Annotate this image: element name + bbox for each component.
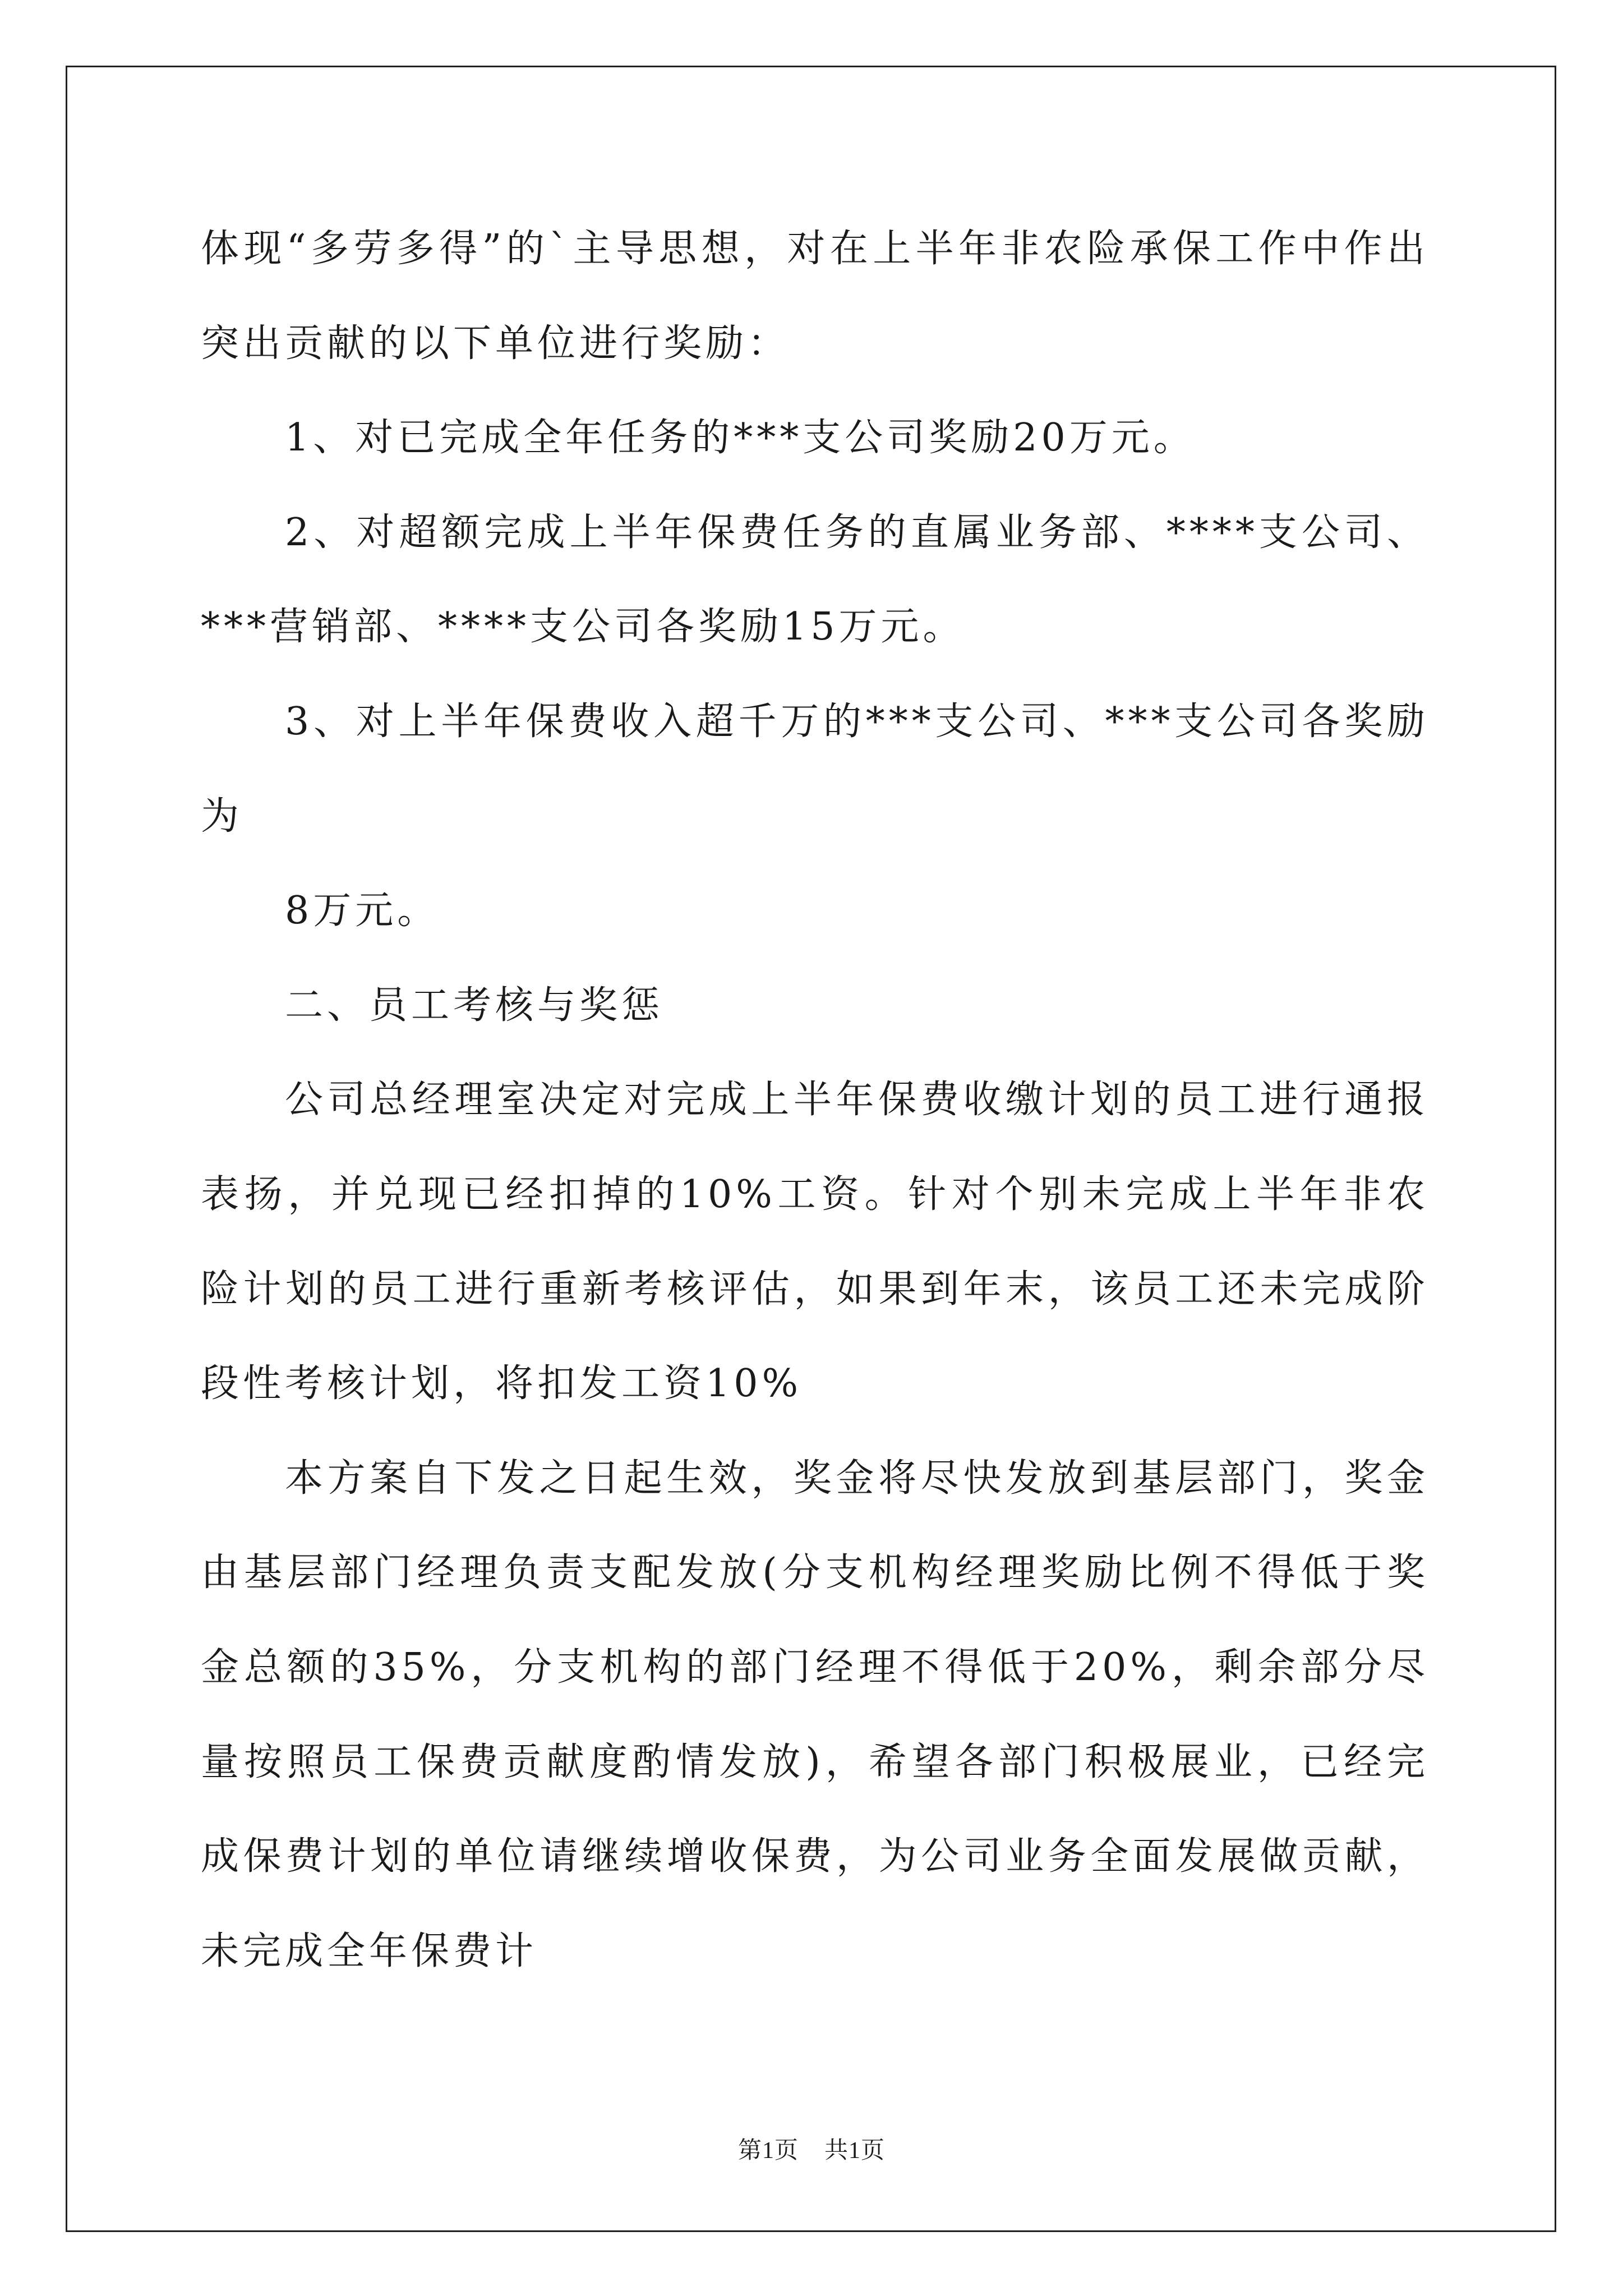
paragraph-reward-item-3-amount: 8万元。	[285, 889, 440, 933]
page-footer	[0, 2134, 1623, 2168]
page-total: 共1页	[824, 2138, 886, 2164]
page-number: 第1页	[737, 2138, 799, 2164]
section-heading-staff-assessment: 二、员工考核与奖惩	[285, 983, 664, 1028]
paragraph-effective-date: 本方案自下发之日起生效，奖金将尽快发放到基层部门，奖金由基层部门经理负责支配发放(分支机构经理奖励比例不得低于奖金总额的35%，分支机构的部门经理不得低于20%，剩余部分尽量按照员工保费贡献度酌情发放)，希望各部门积极展业，已经完成保费计划的单位请继续增收保费，为公司业务全面发展做贡献，未完成全年保费计	[201, 1456, 1430, 1973]
paragraph-reward-item-2: 2、对超额完成上半年保费任务的直属业务部、****支公司、***营销部、****支公司各奖励15万元。	[201, 510, 1429, 650]
paragraph-reward-item-1: 1、对已完成全年任务的***支公司奖励20万元。	[285, 416, 1196, 461]
paragraph-reward-intro: 体现“多劳多得”的`主导思想，对在上半年非农险承保工作中作出突出贡献的以下单位进行奖励：	[201, 227, 1429, 366]
paragraph-reward-item-3: 3、对上半年保费收入超千万的***支公司、***支公司各奖励为	[201, 699, 1429, 839]
document-body	[201, 202, 1429, 1999]
paragraph-staff-assessment: 公司总经理室决定对完成上半年保费收缴计划的员工进行通报表扬，并兑现已经扣掉的10%工资。针对个别未完成上半年非农险计划的员工进行重新考核评估，如果到年末，该员工还未完成阶段性考核计划，将扣发工资10%	[201, 1078, 1429, 1406]
